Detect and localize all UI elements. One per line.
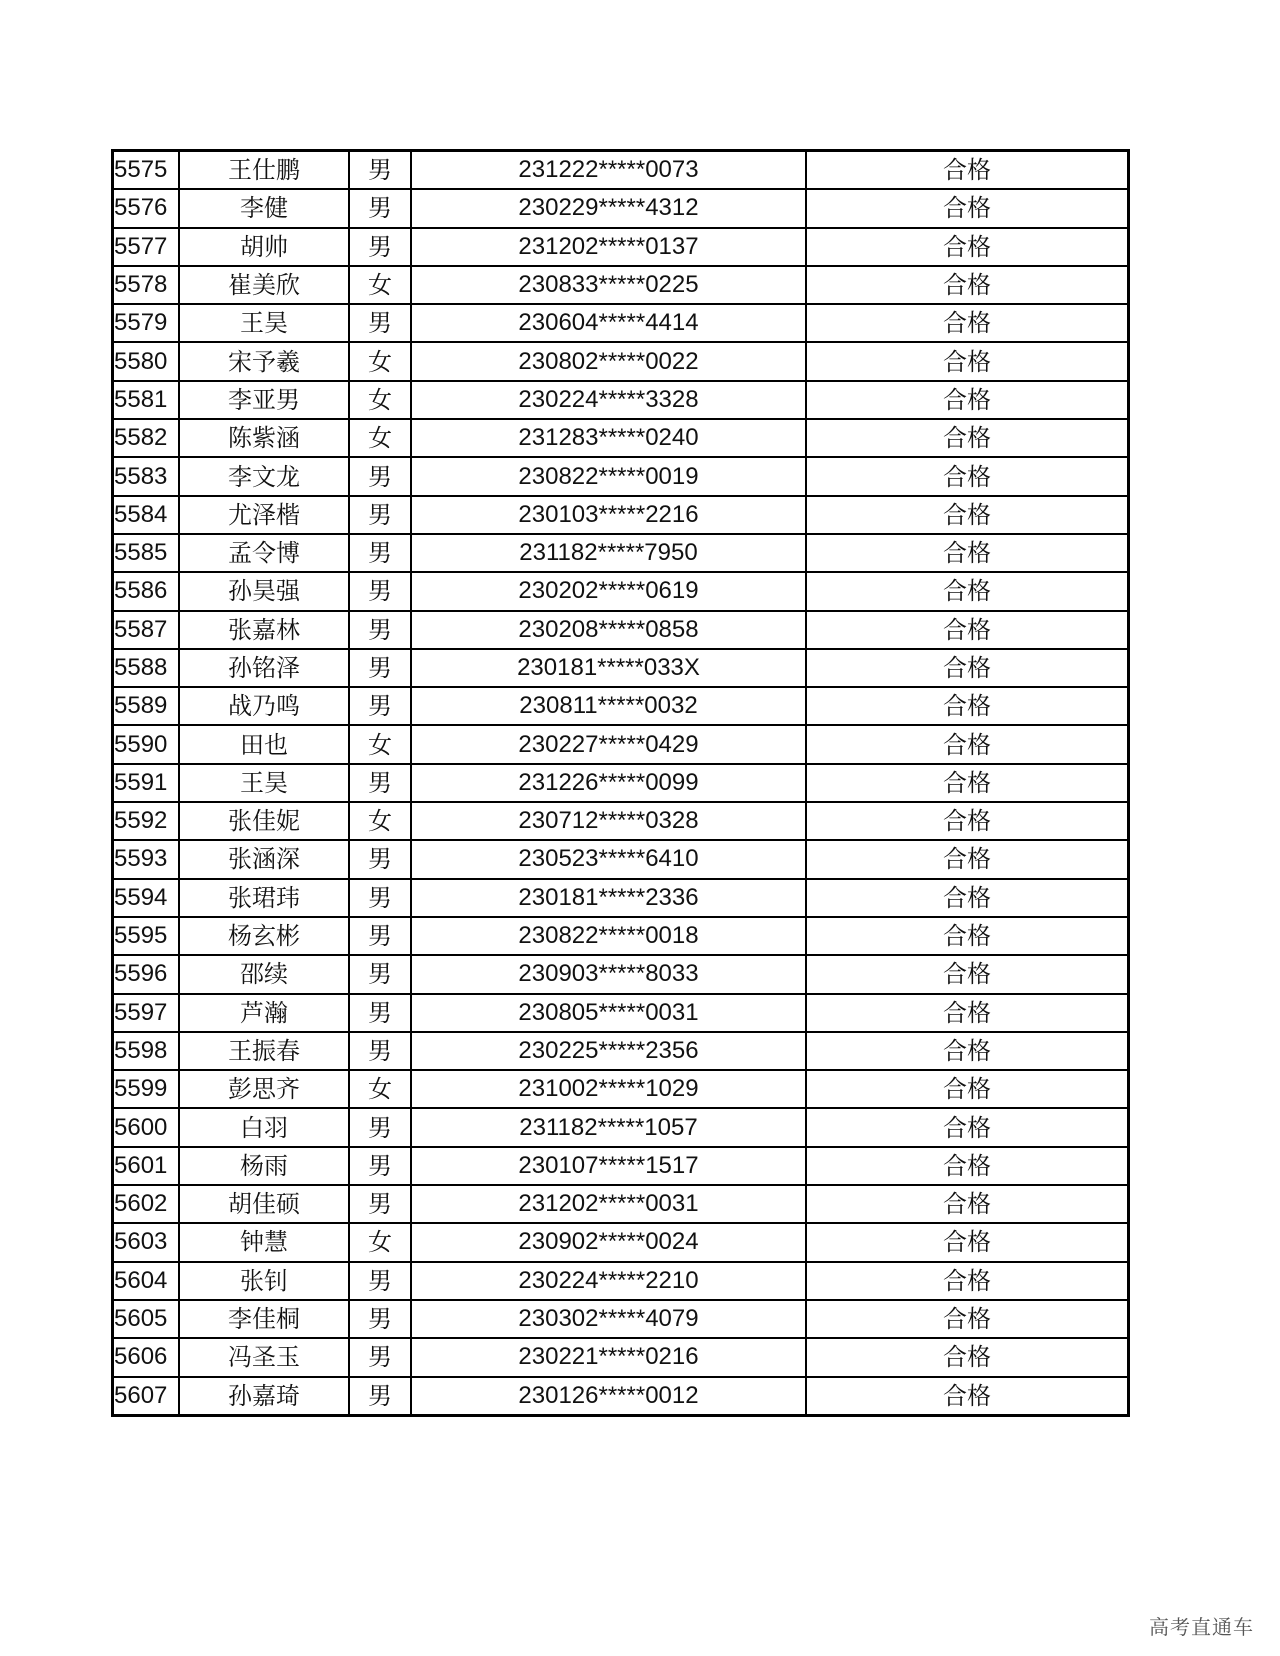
gender-cell: 男 bbox=[349, 1377, 411, 1416]
row-number-cell: 5598 bbox=[113, 1032, 180, 1070]
results-table bbox=[111, 149, 1130, 1417]
id-number-cell: 230107*****1517 bbox=[411, 1147, 806, 1185]
result-cell: 合格 bbox=[806, 611, 1129, 649]
row-number-cell: 5590 bbox=[113, 725, 180, 763]
result-cell: 合格 bbox=[806, 534, 1129, 572]
id-number-cell: 230523*****6410 bbox=[411, 840, 806, 878]
result-cell: 合格 bbox=[806, 189, 1129, 227]
table-row bbox=[113, 725, 1129, 763]
row-number-cell: 5592 bbox=[113, 802, 180, 840]
row-number-cell: 5589 bbox=[113, 687, 180, 725]
gender-cell: 男 bbox=[349, 917, 411, 955]
row-number-cell: 5582 bbox=[113, 419, 180, 457]
table-row bbox=[113, 1223, 1129, 1261]
gender-cell: 男 bbox=[349, 840, 411, 878]
gender-cell: 男 bbox=[349, 572, 411, 610]
result-cell: 合格 bbox=[806, 1338, 1129, 1376]
id-number-cell: 231283*****0240 bbox=[411, 419, 806, 457]
name-cell: 杨玄彬 bbox=[179, 917, 349, 955]
watermark: 高考直通车 bbox=[1149, 1615, 1254, 1639]
name-cell: 张佳妮 bbox=[179, 802, 349, 840]
id-number-cell: 230126*****0012 bbox=[411, 1377, 806, 1416]
table-row bbox=[113, 1185, 1129, 1223]
name-cell: 彭思齐 bbox=[179, 1070, 349, 1108]
id-number-cell: 230225*****2356 bbox=[411, 1032, 806, 1070]
gender-cell: 女 bbox=[349, 802, 411, 840]
row-number-cell: 5605 bbox=[113, 1300, 180, 1338]
name-cell: 李亚男 bbox=[179, 381, 349, 419]
name-cell: 白羽 bbox=[179, 1108, 349, 1146]
id-number-cell: 230604*****4414 bbox=[411, 304, 806, 342]
table-row bbox=[113, 1032, 1129, 1070]
name-cell: 李健 bbox=[179, 189, 349, 227]
result-cell: 合格 bbox=[806, 1300, 1129, 1338]
gender-cell: 男 bbox=[349, 1338, 411, 1376]
id-number-cell: 230805*****0031 bbox=[411, 994, 806, 1032]
result-cell: 合格 bbox=[806, 1108, 1129, 1146]
gender-cell: 男 bbox=[349, 879, 411, 917]
row-number-cell: 5587 bbox=[113, 611, 180, 649]
table-row bbox=[113, 955, 1129, 993]
id-number-cell: 230802*****0022 bbox=[411, 342, 806, 380]
result-cell: 合格 bbox=[806, 764, 1129, 802]
table-row bbox=[113, 304, 1129, 342]
result-cell: 合格 bbox=[806, 572, 1129, 610]
row-number-cell: 5586 bbox=[113, 572, 180, 610]
row-number-cell: 5597 bbox=[113, 994, 180, 1032]
result-cell: 合格 bbox=[806, 419, 1129, 457]
gender-cell: 男 bbox=[349, 228, 411, 266]
table-row bbox=[113, 534, 1129, 572]
gender-cell: 男 bbox=[349, 687, 411, 725]
name-cell: 孙嘉琦 bbox=[179, 1377, 349, 1416]
name-cell: 李文龙 bbox=[179, 457, 349, 495]
row-number-cell: 5607 bbox=[113, 1377, 180, 1416]
result-cell: 合格 bbox=[806, 496, 1129, 534]
row-number-cell: 5596 bbox=[113, 955, 180, 993]
id-number-cell: 231002*****1029 bbox=[411, 1070, 806, 1108]
row-number-cell: 5601 bbox=[113, 1147, 180, 1185]
gender-cell: 女 bbox=[349, 381, 411, 419]
row-number-cell: 5594 bbox=[113, 879, 180, 917]
table-row bbox=[113, 1070, 1129, 1108]
row-number-cell: 5600 bbox=[113, 1108, 180, 1146]
row-number-cell: 5602 bbox=[113, 1185, 180, 1223]
table-row bbox=[113, 228, 1129, 266]
result-cell: 合格 bbox=[806, 304, 1129, 342]
name-cell: 邵续 bbox=[179, 955, 349, 993]
id-number-cell: 230181*****2336 bbox=[411, 879, 806, 917]
result-cell: 合格 bbox=[806, 1070, 1129, 1108]
row-number-cell: 5603 bbox=[113, 1223, 180, 1261]
result-cell: 合格 bbox=[806, 151, 1129, 190]
row-number-cell: 5591 bbox=[113, 764, 180, 802]
result-cell: 合格 bbox=[806, 266, 1129, 304]
name-cell: 宋予羲 bbox=[179, 342, 349, 380]
name-cell: 王仕鹏 bbox=[179, 151, 349, 190]
gender-cell: 男 bbox=[349, 1300, 411, 1338]
id-number-cell: 230227*****0429 bbox=[411, 725, 806, 763]
name-cell: 张涵深 bbox=[179, 840, 349, 878]
id-number-cell: 230822*****0019 bbox=[411, 457, 806, 495]
name-cell: 王昊 bbox=[179, 764, 349, 802]
name-cell: 陈紫涵 bbox=[179, 419, 349, 457]
row-number-cell: 5588 bbox=[113, 649, 180, 687]
table-row bbox=[113, 802, 1129, 840]
name-cell: 胡帅 bbox=[179, 228, 349, 266]
row-number-cell: 5579 bbox=[113, 304, 180, 342]
table-row bbox=[113, 687, 1129, 725]
result-cell: 合格 bbox=[806, 457, 1129, 495]
result-cell: 合格 bbox=[806, 994, 1129, 1032]
table-row bbox=[113, 649, 1129, 687]
id-number-cell: 230903*****8033 bbox=[411, 955, 806, 993]
row-number-cell: 5581 bbox=[113, 381, 180, 419]
name-cell: 孙昊强 bbox=[179, 572, 349, 610]
id-number-cell: 230833*****0225 bbox=[411, 266, 806, 304]
table-row bbox=[113, 266, 1129, 304]
row-number-cell: 5583 bbox=[113, 457, 180, 495]
gender-cell: 男 bbox=[349, 1147, 411, 1185]
gender-cell: 男 bbox=[349, 994, 411, 1032]
table-row bbox=[113, 1147, 1129, 1185]
gender-cell: 男 bbox=[349, 189, 411, 227]
result-cell: 合格 bbox=[806, 1185, 1129, 1223]
id-number-cell: 230712*****0328 bbox=[411, 802, 806, 840]
gender-cell: 女 bbox=[349, 1070, 411, 1108]
gender-cell: 女 bbox=[349, 419, 411, 457]
id-number-cell: 230224*****2210 bbox=[411, 1262, 806, 1300]
table-row bbox=[113, 1300, 1129, 1338]
gender-cell: 男 bbox=[349, 764, 411, 802]
name-cell: 芦瀚 bbox=[179, 994, 349, 1032]
name-cell: 田也 bbox=[179, 725, 349, 763]
result-cell: 合格 bbox=[806, 1223, 1129, 1261]
table-row bbox=[113, 879, 1129, 917]
table-row bbox=[113, 572, 1129, 610]
result-cell: 合格 bbox=[806, 879, 1129, 917]
name-cell: 张珺玮 bbox=[179, 879, 349, 917]
row-number-cell: 5584 bbox=[113, 496, 180, 534]
table-row bbox=[113, 496, 1129, 534]
id-number-cell: 231202*****0137 bbox=[411, 228, 806, 266]
name-cell: 冯圣玉 bbox=[179, 1338, 349, 1376]
id-number-cell: 230221*****0216 bbox=[411, 1338, 806, 1376]
name-cell: 战乃鸣 bbox=[179, 687, 349, 725]
roster-sheet bbox=[111, 149, 1130, 1417]
gender-cell: 男 bbox=[349, 1032, 411, 1070]
table-row bbox=[113, 840, 1129, 878]
id-number-cell: 230811*****0032 bbox=[411, 687, 806, 725]
row-number-cell: 5593 bbox=[113, 840, 180, 878]
gender-cell: 男 bbox=[349, 611, 411, 649]
result-cell: 合格 bbox=[806, 649, 1129, 687]
name-cell: 钟慧 bbox=[179, 1223, 349, 1261]
row-number-cell: 5577 bbox=[113, 228, 180, 266]
table-row bbox=[113, 342, 1129, 380]
result-cell: 合格 bbox=[806, 687, 1129, 725]
table-row bbox=[113, 1262, 1129, 1300]
gender-cell: 男 bbox=[349, 304, 411, 342]
table-row bbox=[113, 419, 1129, 457]
table-row bbox=[113, 1338, 1129, 1376]
name-cell: 胡佳硕 bbox=[179, 1185, 349, 1223]
gender-cell: 女 bbox=[349, 1223, 411, 1261]
gender-cell: 男 bbox=[349, 457, 411, 495]
result-cell: 合格 bbox=[806, 1377, 1129, 1416]
id-number-cell: 231226*****0099 bbox=[411, 764, 806, 802]
result-cell: 合格 bbox=[806, 1262, 1129, 1300]
id-number-cell: 230103*****2216 bbox=[411, 496, 806, 534]
name-cell: 崔美欣 bbox=[179, 266, 349, 304]
table-row bbox=[113, 994, 1129, 1032]
table-row bbox=[113, 189, 1129, 227]
result-cell: 合格 bbox=[806, 917, 1129, 955]
id-number-cell: 231182*****7950 bbox=[411, 534, 806, 572]
name-cell: 孙铭泽 bbox=[179, 649, 349, 687]
name-cell: 王昊 bbox=[179, 304, 349, 342]
row-number-cell: 5606 bbox=[113, 1338, 180, 1376]
id-number-cell: 230302*****4079 bbox=[411, 1300, 806, 1338]
table-row bbox=[113, 1108, 1129, 1146]
row-number-cell: 5578 bbox=[113, 266, 180, 304]
gender-cell: 男 bbox=[349, 1185, 411, 1223]
id-number-cell: 230224*****3328 bbox=[411, 381, 806, 419]
table-row bbox=[113, 764, 1129, 802]
result-cell: 合格 bbox=[806, 381, 1129, 419]
table-row bbox=[113, 917, 1129, 955]
result-cell: 合格 bbox=[806, 1032, 1129, 1070]
gender-cell: 女 bbox=[349, 725, 411, 763]
name-cell: 杨雨 bbox=[179, 1147, 349, 1185]
name-cell: 尤泽楷 bbox=[179, 496, 349, 534]
gender-cell: 男 bbox=[349, 1108, 411, 1146]
table-row bbox=[113, 611, 1129, 649]
name-cell: 李佳桐 bbox=[179, 1300, 349, 1338]
id-number-cell: 230208*****0858 bbox=[411, 611, 806, 649]
result-cell: 合格 bbox=[806, 955, 1129, 993]
id-number-cell: 230822*****0018 bbox=[411, 917, 806, 955]
name-cell: 张钊 bbox=[179, 1262, 349, 1300]
result-cell: 合格 bbox=[806, 1147, 1129, 1185]
id-number-cell: 231222*****0073 bbox=[411, 151, 806, 190]
table-row bbox=[113, 457, 1129, 495]
row-number-cell: 5595 bbox=[113, 917, 180, 955]
row-number-cell: 5585 bbox=[113, 534, 180, 572]
id-number-cell: 230902*****0024 bbox=[411, 1223, 806, 1261]
table-row bbox=[113, 381, 1129, 419]
gender-cell: 男 bbox=[349, 955, 411, 993]
gender-cell: 男 bbox=[349, 1262, 411, 1300]
result-cell: 合格 bbox=[806, 342, 1129, 380]
table-row bbox=[113, 1377, 1129, 1416]
id-number-cell: 230202*****0619 bbox=[411, 572, 806, 610]
id-number-cell: 231202*****0031 bbox=[411, 1185, 806, 1223]
row-number-cell: 5604 bbox=[113, 1262, 180, 1300]
result-cell: 合格 bbox=[806, 725, 1129, 763]
id-number-cell: 230229*****4312 bbox=[411, 189, 806, 227]
row-number-cell: 5599 bbox=[113, 1070, 180, 1108]
gender-cell: 男 bbox=[349, 649, 411, 687]
id-number-cell: 230181*****033X bbox=[411, 649, 806, 687]
result-cell: 合格 bbox=[806, 840, 1129, 878]
name-cell: 王振春 bbox=[179, 1032, 349, 1070]
row-number-cell: 5575 bbox=[113, 151, 180, 190]
gender-cell: 男 bbox=[349, 534, 411, 572]
row-number-cell: 5576 bbox=[113, 189, 180, 227]
row-number-cell: 5580 bbox=[113, 342, 180, 380]
result-cell: 合格 bbox=[806, 228, 1129, 266]
results-table-body bbox=[113, 151, 1129, 1416]
name-cell: 张嘉林 bbox=[179, 611, 349, 649]
name-cell: 孟令博 bbox=[179, 534, 349, 572]
gender-cell: 女 bbox=[349, 266, 411, 304]
gender-cell: 女 bbox=[349, 342, 411, 380]
table-row bbox=[113, 151, 1129, 190]
gender-cell: 男 bbox=[349, 496, 411, 534]
gender-cell: 男 bbox=[349, 151, 411, 190]
id-number-cell: 231182*****1057 bbox=[411, 1108, 806, 1146]
result-cell: 合格 bbox=[806, 802, 1129, 840]
